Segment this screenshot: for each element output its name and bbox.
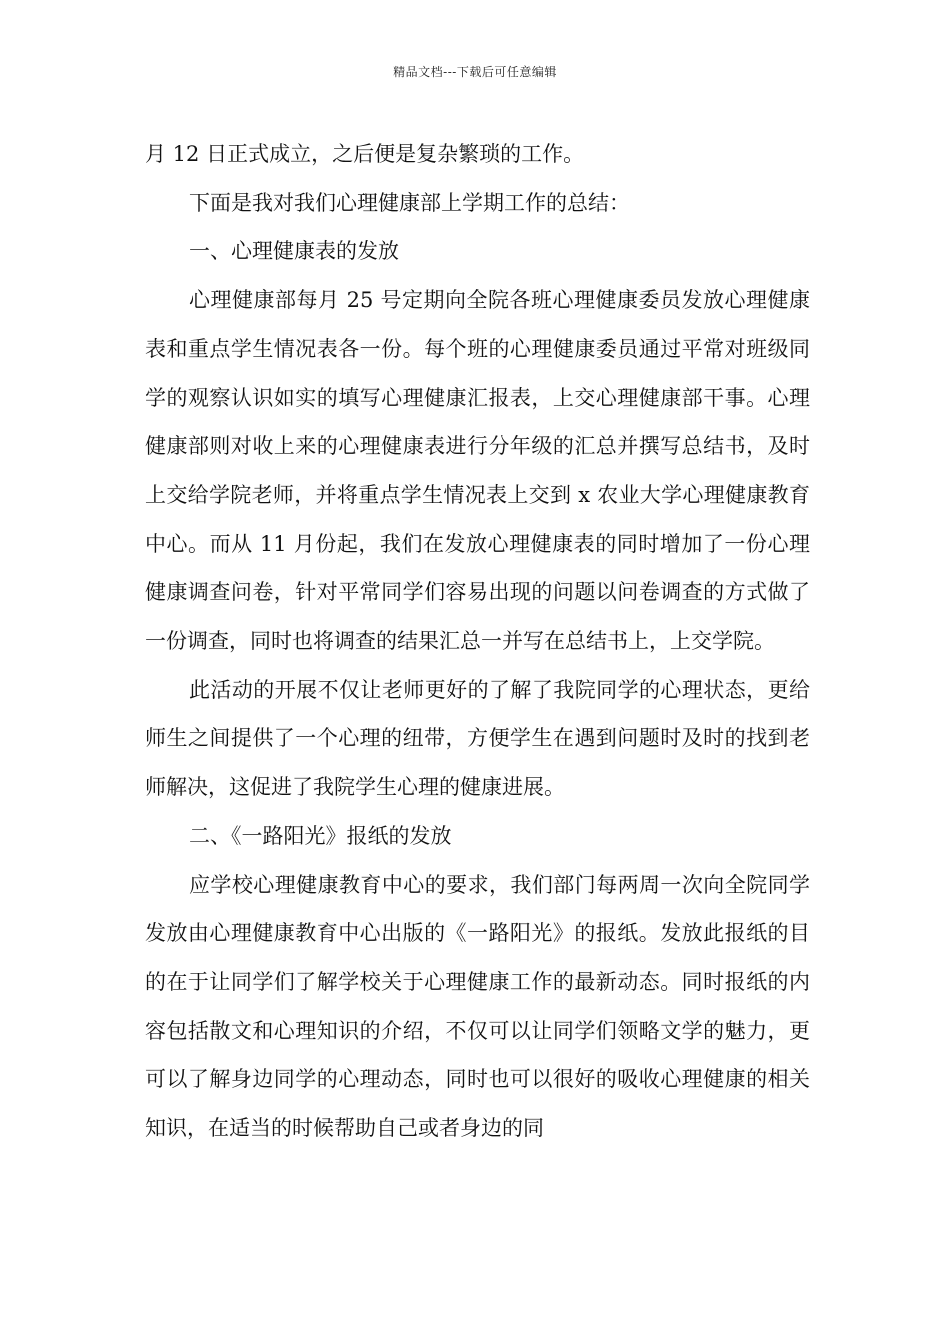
- section-heading-1: 一、心理健康表的发放: [189, 239, 399, 264]
- section-heading-2: 二、《一路阳光》报纸的发放: [189, 823, 452, 848]
- paragraph-5: 应学校心理健康教育中心的要求，我们部门每两周一次向全院同学发放由心理健康教育中心出版的《一路阳光》的报纸。发放此报纸的目的在于让同学们了解学校关于心理健康工作的最新动态。同时报纸的内容包括散文和心理知识的介绍，不仅可以让同学们领略文学的魅力，更可以了解身边同学的心理动态，同时也可以很好的吸收心理健康的相关知识，在适当的时候帮助自己或者身边的同: [145, 872, 810, 1141]
- page-header: 精品文档---下载后可任意编辑: [393, 65, 557, 79]
- paragraph-3: 心理健康部每月 25 号定期向全院各班心理健康委员发放心理健康表和重点学生情况表各一份。每个班的心理健康委员通过平常对班级同学的观察认识如实的填写心理健康汇报表，上交心理健康部干事。心理健康部则对收上来的心理健康表进行分年级的汇总并撰写总结书，及时上交给学院老师，并将重点学生情况表上交到 x 农业大学心理健康教育中心。而从 11 月份起，我们在发放心理健康表的同时增加了一份心理健康调查问卷，针对平常同学们容易出现的问题以问卷调查的方式做了一份调查，同时也将调查的结果汇总一并写在总结书上，上交学院。: [145, 288, 810, 654]
- document-body: [145, 130, 810, 1153]
- paragraph-1: 月 12 日正式成立，之后便是复杂繁琐的工作。: [145, 142, 585, 166]
- paragraph-2: 下面是我对我们心理健康部上学期工作的总结：: [189, 190, 630, 215]
- paragraph-4: 此活动的开展不仅让老师更好的了解了我院同学的心理状态，更给师生之间提供了一个心理的纽带，方便学生在遇到问题时及时的找到老师解决，这促进了我院学生心理的健康进展。: [145, 677, 810, 800]
